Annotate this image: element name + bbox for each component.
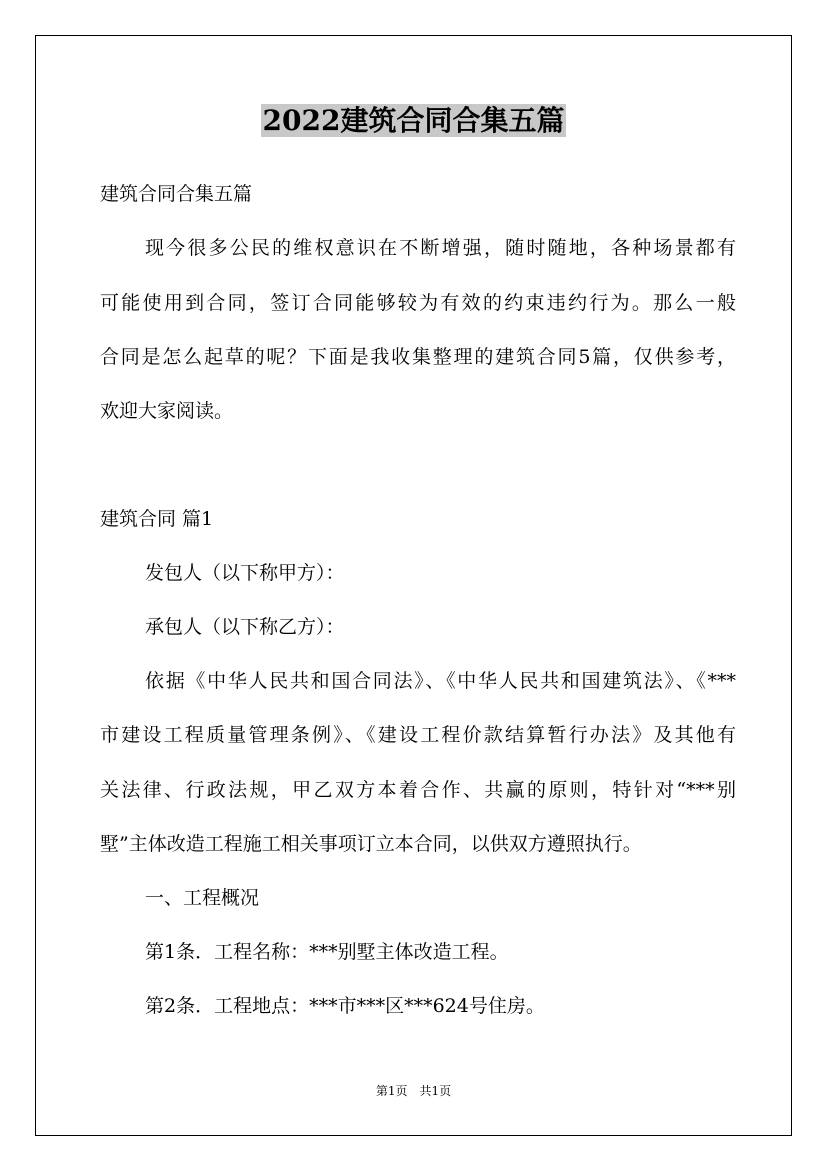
party-a-line: 发包人（以下称甲方）： bbox=[145, 562, 345, 584]
intro-line-1: 现今很多公民的维权意识在不断增强，随时随地，各种场景都有 bbox=[145, 237, 736, 259]
intro-line-4: 欢迎大家阅读。 bbox=[100, 400, 234, 422]
intro-line-2: 可能使用到合同，签订合同能够较为有效的约束违约行为。那么一般 bbox=[100, 292, 736, 314]
basis-line-4: 墅”主体改造工程施工相关事项订立本合同，以供双方遵照执行。 bbox=[100, 833, 642, 855]
basis-line-1: 依据《中华人民共和国合同法》、《中华人民共和国建筑法》、《*** bbox=[145, 670, 736, 692]
chapter-one-heading: 一、工程概况 bbox=[145, 887, 260, 909]
basis-line-3: 关法律、行政法规，甲乙双方本着合作、共赢的原则，特针对“***别 bbox=[100, 779, 736, 801]
document-title-text: 2022建筑合同合集五篇 bbox=[262, 104, 565, 137]
article-2: 第2条．工程地点：***市***区***624号住房。 bbox=[145, 995, 545, 1017]
intro-line-3: 合同是怎么起草的呢？下面是我收集整理的建筑合同5篇，仅供参考， bbox=[100, 346, 736, 368]
section-heading: 建筑合同 篇1 bbox=[100, 508, 214, 530]
document-title bbox=[0, 100, 827, 142]
document-subtitle: 建筑合同合集五篇 bbox=[100, 183, 253, 205]
page-footer: 第1页 共1页 bbox=[375, 1084, 452, 1098]
party-b-line: 承包人（以下称乙方）： bbox=[145, 616, 345, 638]
article-1: 第1条．工程名称：***别墅主体改造工程。 bbox=[145, 941, 509, 963]
basis-line-2: 市建设工程质量管理条例》、《建设工程价款结算暂行办法》及其他有 bbox=[100, 724, 736, 746]
